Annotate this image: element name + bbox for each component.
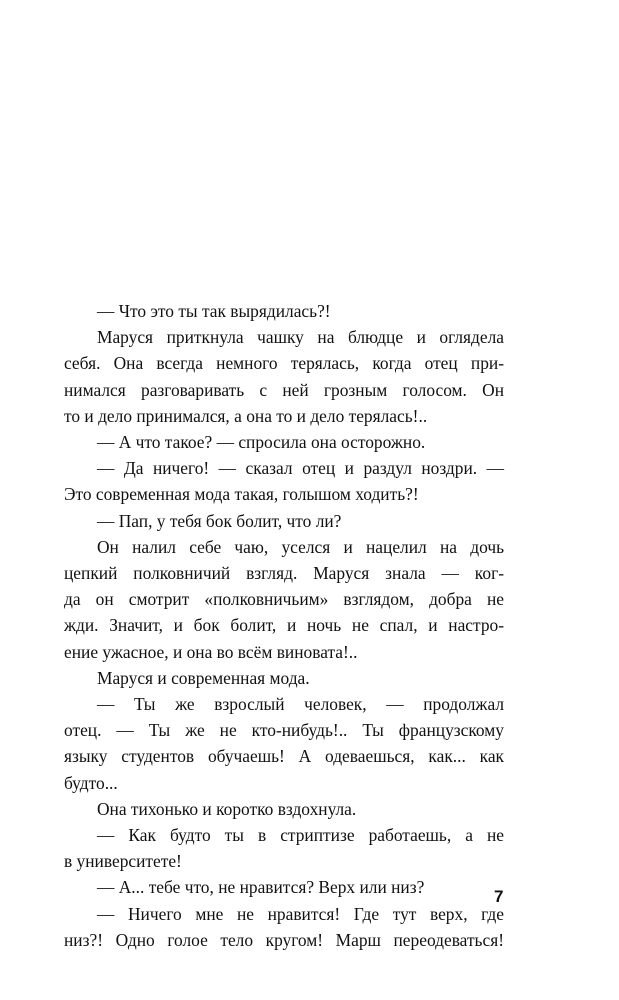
text-line: — Как будто ты в стриптизе работаешь, а не xyxy=(97,825,504,846)
text-line: ение ужасное, и она во всём виновата!.. xyxy=(64,641,358,662)
page-number: 7 xyxy=(494,887,504,906)
paragraph xyxy=(64,324,504,429)
text-line: Он налил себе чаю, уселся и нацелил на дочь xyxy=(97,536,504,557)
text-line: — Ничего мне не нравится! Где тут верх, где xyxy=(97,903,504,924)
text-line: в университете! xyxy=(64,851,182,872)
text-line: — Да ничего! — сказал отец и раздул ноздри. — xyxy=(97,458,504,479)
paragraph xyxy=(64,298,504,324)
paragraph xyxy=(64,455,504,507)
text-line: нимался разговаривать с ней грозным голосом. Он xyxy=(64,379,504,400)
text-line: то и дело принимался, а она то и дело терялась!.. xyxy=(64,405,428,426)
paragraph xyxy=(64,874,504,900)
paragraph xyxy=(64,691,504,796)
paragraph xyxy=(64,796,504,822)
text-line: низ?! Одно голое тело кругом! Марш переодеваться! xyxy=(64,929,504,950)
text-line: Маруся приткнула чашку на блюдце и оглядела xyxy=(97,327,504,348)
paragraph xyxy=(64,508,504,534)
text-line: — А что такое? — спросила она осторожно. xyxy=(97,432,426,453)
text-line: Это современная мода такая, голышом ходить?! xyxy=(64,484,419,505)
paragraph xyxy=(64,901,504,953)
text-line: Она тихонько и коротко вздохнула. xyxy=(97,798,357,819)
paragraph xyxy=(64,534,504,665)
paragraph xyxy=(64,822,504,874)
text-line: отец. — Ты же не кто-нибудь!.. Ты французскому xyxy=(64,720,504,741)
text-line: Маруся и современная мода. xyxy=(97,667,310,688)
body-text xyxy=(64,298,504,953)
text-line: — А... тебе что, не нравится? Верх или низ? xyxy=(97,877,425,898)
paragraph xyxy=(64,665,504,691)
text-line: языку студентов обучаешь! А одеваешься, как... как xyxy=(64,746,504,767)
text-line: — Ты же взрослый человек, — продолжал xyxy=(97,694,504,715)
text-line: да он смотрит «полковничьим» взглядом, добра не xyxy=(64,589,504,610)
text-line: жди. Значит, и бок болит, и ночь не спал, и настро- xyxy=(64,615,504,636)
paragraph xyxy=(64,429,504,455)
text-line: будто... xyxy=(64,772,118,793)
text-line: — Что это ты так вырядилась?! xyxy=(97,301,331,321)
text-line: себя. Она всегда немного терялась, когда отец при- xyxy=(64,353,504,374)
text-line: цепкий полковничий взгляд. Маруся знала — ког- xyxy=(64,563,504,584)
text-line: — Пап, у тебя бок болит, что ли? xyxy=(97,510,342,531)
